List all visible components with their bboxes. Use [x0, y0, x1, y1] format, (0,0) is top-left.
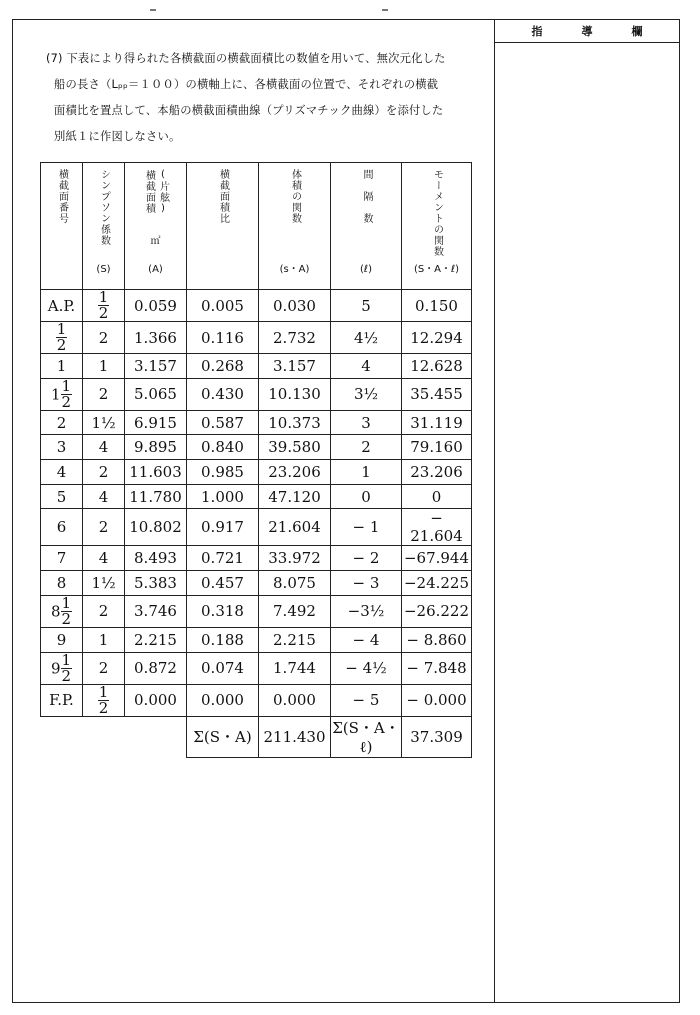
- sectional-area-cell: 3.746: [125, 595, 187, 627]
- volume-function-cell: 21.604: [259, 509, 331, 546]
- lever-number-cell: 1: [331, 460, 402, 485]
- fraction: $\frac{1}{2}$: [98, 684, 109, 716]
- table-row: [41, 290, 472, 322]
- area-ratio-cell: 0.721: [187, 546, 259, 571]
- moment-function-cell: 23.206: [402, 460, 472, 485]
- sectional-area-cell: 5.383: [125, 571, 187, 596]
- moment-function-cell: − 7.848: [402, 652, 472, 684]
- moment-function-cell: 79.160: [402, 435, 472, 460]
- table-row: [41, 378, 472, 410]
- lever-number-cell: − 4½: [331, 652, 402, 684]
- guidance-header-char: 指: [531, 24, 543, 38]
- volume-function-cell: 23.206: [259, 460, 331, 485]
- station-number-cell: 8: [41, 571, 83, 596]
- lever-number-cell: 3: [331, 410, 402, 435]
- moment-function-cell: 12.294: [402, 322, 472, 354]
- sectional-area-cell: 0.059: [125, 290, 187, 322]
- instruction-line: 面積比を置点して、本船の横截面積曲線（プリズマチック曲線）を添付した: [54, 104, 444, 117]
- header-simpson: シンプソン係数 (S): [83, 163, 125, 290]
- sum-sal-label: Σ(S・A・ℓ): [331, 716, 402, 757]
- volume-function-cell: 0.030: [259, 290, 331, 322]
- simpson-calculation-table: [40, 162, 472, 758]
- moment-function-cell: − 0.000: [402, 684, 472, 716]
- header-volume-function: 体積の関数 (s・A): [259, 163, 331, 290]
- simpson-multiplier-cell: 1: [83, 627, 125, 652]
- simpson-multiplier-cell: 2: [83, 595, 125, 627]
- sectional-area-cell: 0.000: [125, 684, 187, 716]
- simpson-multiplier-cell: 2: [83, 652, 125, 684]
- simpson-multiplier-cell: 1½: [83, 410, 125, 435]
- fraction: $\frac{1}{2}$: [98, 289, 109, 322]
- moment-function-cell: 35.455: [402, 378, 472, 410]
- area-ratio-cell: 0.457: [187, 571, 259, 596]
- moment-function-cell: 0.150: [402, 290, 472, 322]
- guidance-column-header: [494, 19, 680, 43]
- moment-function-cell: −67.944: [402, 546, 472, 571]
- simpson-multiplier-cell: 1: [83, 354, 125, 379]
- area-ratio-cell: 0.840: [187, 435, 259, 460]
- volume-function-cell: 2.215: [259, 627, 331, 652]
- sectional-area-cell: 2.215: [125, 627, 187, 652]
- sum-sal-value: 37.309: [402, 716, 472, 757]
- table-row: [41, 595, 472, 627]
- guidance-header-char: 導: [581, 24, 593, 38]
- station-number-cell: 3: [41, 435, 83, 460]
- sectional-area-cell: 6.915: [125, 410, 187, 435]
- scan-mark: [150, 9, 156, 11]
- table-row: [41, 509, 472, 546]
- sectional-area-cell: 0.872: [125, 652, 187, 684]
- volume-function-cell: 7.492: [259, 595, 331, 627]
- area-ratio-cell: 0.116: [187, 322, 259, 354]
- simpson-multiplier-cell: [83, 684, 125, 716]
- table-row: [41, 410, 472, 435]
- lever-number-cell: 0: [331, 484, 402, 509]
- simpson-multiplier-cell: 4: [83, 435, 125, 460]
- fraction: $\frac{1}{2}$: [61, 652, 72, 684]
- area-ratio-cell: 0.917: [187, 509, 259, 546]
- table-row: [41, 571, 472, 596]
- guidance-header-char: 欄: [631, 24, 643, 38]
- moment-function-cell: 0: [402, 484, 472, 509]
- station-number-cell: 9 $\frac{1}{2}$: [41, 652, 83, 684]
- station-number-cell: 2: [41, 410, 83, 435]
- lever-number-cell: − 5: [331, 684, 402, 716]
- area-ratio-cell: 0.268: [187, 354, 259, 379]
- station-number-cell: A.P.: [41, 290, 83, 322]
- lever-number-cell: 4½: [331, 322, 402, 354]
- table-row: [41, 460, 472, 485]
- volume-function-cell: 2.732: [259, 322, 331, 354]
- header-area: 横截面積 (片舷) ㎡ (A): [125, 163, 187, 290]
- simpson-multiplier-cell: 4: [83, 484, 125, 509]
- moment-function-cell: −26.222: [402, 595, 472, 627]
- header-moment-function: モーメントの関数 (S・A・ℓ): [402, 163, 472, 290]
- question-instructions: [46, 46, 484, 150]
- header-area-aside: (片舷): [157, 169, 169, 215]
- moment-function-cell: 31.119: [402, 410, 472, 435]
- area-ratio-cell: 1.000: [187, 484, 259, 509]
- sectional-area-cell: 11.780: [125, 484, 187, 509]
- sectional-area-cell: 5.065: [125, 378, 187, 410]
- header-area-ratio: 横截面積比: [187, 163, 259, 290]
- moment-function-cell: − 21.604: [402, 509, 472, 546]
- fraction: $\frac{1}{2}$: [56, 321, 67, 354]
- instruction-line: 船の長さ（Lₚₚ＝１００）の横軸上に、各横截面の位置で、それぞれの横截: [54, 78, 439, 91]
- table-row: [41, 546, 472, 571]
- table-row: [41, 684, 472, 716]
- lever-number-cell: 4: [331, 354, 402, 379]
- area-ratio-cell: 0.000: [187, 684, 259, 716]
- header-area-unit: ㎡: [150, 236, 161, 247]
- station-number-cell: 4: [41, 460, 83, 485]
- volume-function-cell: 10.373: [259, 410, 331, 435]
- fraction: $\frac{1}{2}$: [61, 595, 72, 628]
- simpson-multiplier-cell: 2: [83, 460, 125, 485]
- simpson-multiplier-cell: 2: [83, 322, 125, 354]
- table-row: [41, 484, 472, 509]
- sectional-area-cell: 11.603: [125, 460, 187, 485]
- totals-row: [41, 716, 472, 757]
- volume-function-cell: 47.120: [259, 484, 331, 509]
- volume-function-cell: 10.130: [259, 378, 331, 410]
- area-ratio-cell: 0.587: [187, 410, 259, 435]
- instruction-line: 別紙１に作図しなさい。: [54, 130, 181, 143]
- volume-function-cell: 1.744: [259, 652, 331, 684]
- simpson-multiplier-cell: 1½: [83, 571, 125, 596]
- scan-mark: [382, 9, 388, 11]
- station-number-cell: [41, 322, 83, 354]
- sum-sa-value: 211.430: [259, 716, 331, 757]
- volume-function-cell: 3.157: [259, 354, 331, 379]
- moment-function-cell: −24.225: [402, 571, 472, 596]
- station-number-cell: F.P.: [41, 684, 83, 716]
- lever-number-cell: 5: [331, 290, 402, 322]
- station-number-cell: 5: [41, 484, 83, 509]
- sectional-area-cell: 3.157: [125, 354, 187, 379]
- table-header-row: [41, 163, 472, 290]
- station-number-cell: 1 $\frac{1}{2}$: [41, 378, 83, 410]
- lever-number-cell: − 3: [331, 571, 402, 596]
- sectional-area-cell: 1.366: [125, 322, 187, 354]
- table-row: [41, 652, 472, 684]
- station-number-cell: 1: [41, 354, 83, 379]
- instruction-line: (7) 下表により得られた各横截面の横截面積比の数値を用いて、無次元化した: [46, 52, 446, 65]
- lever-number-cell: − 4: [331, 627, 402, 652]
- lever-number-cell: − 2: [331, 546, 402, 571]
- station-number-cell: 6: [41, 509, 83, 546]
- sectional-area-cell: 10.802: [125, 509, 187, 546]
- volume-function-cell: 33.972: [259, 546, 331, 571]
- area-ratio-cell: 0.430: [187, 378, 259, 410]
- volume-function-cell: 39.580: [259, 435, 331, 460]
- fraction: $\frac{1}{2}$: [61, 378, 72, 411]
- lever-number-cell: − 1: [331, 509, 402, 546]
- sum-sa-label: Σ(S・A): [187, 716, 259, 757]
- guidance-column-divider: [494, 19, 495, 1003]
- header-lever: 間隔数 (ℓ): [331, 163, 402, 290]
- station-number-cell: 7: [41, 546, 83, 571]
- simpson-multiplier-cell: 4: [83, 546, 125, 571]
- volume-function-cell: 8.075: [259, 571, 331, 596]
- table-row: [41, 354, 472, 379]
- simpson-multiplier-cell: 2: [83, 509, 125, 546]
- area-ratio-cell: 0.005: [187, 290, 259, 322]
- lever-number-cell: 2: [331, 435, 402, 460]
- station-number-cell: 8 $\frac{1}{2}$: [41, 595, 83, 627]
- simpson-multiplier-cell: 2: [83, 378, 125, 410]
- station-number-cell: 9: [41, 627, 83, 652]
- sectional-area-cell: 9.895: [125, 435, 187, 460]
- simpson-multiplier-cell: [83, 290, 125, 322]
- area-ratio-cell: 0.985: [187, 460, 259, 485]
- table-row: [41, 435, 472, 460]
- sectional-area-cell: 8.493: [125, 546, 187, 571]
- area-ratio-cell: 0.074: [187, 652, 259, 684]
- header-station: 横截面番号: [41, 163, 83, 290]
- moment-function-cell: 12.628: [402, 354, 472, 379]
- volume-function-cell: 0.000: [259, 684, 331, 716]
- area-ratio-cell: 0.318: [187, 595, 259, 627]
- moment-function-cell: − 8.860: [402, 627, 472, 652]
- table-row: [41, 627, 472, 652]
- lever-number-cell: −3½: [331, 595, 402, 627]
- table-row: [41, 322, 472, 354]
- area-ratio-cell: 0.188: [187, 627, 259, 652]
- lever-number-cell: 3½: [331, 378, 402, 410]
